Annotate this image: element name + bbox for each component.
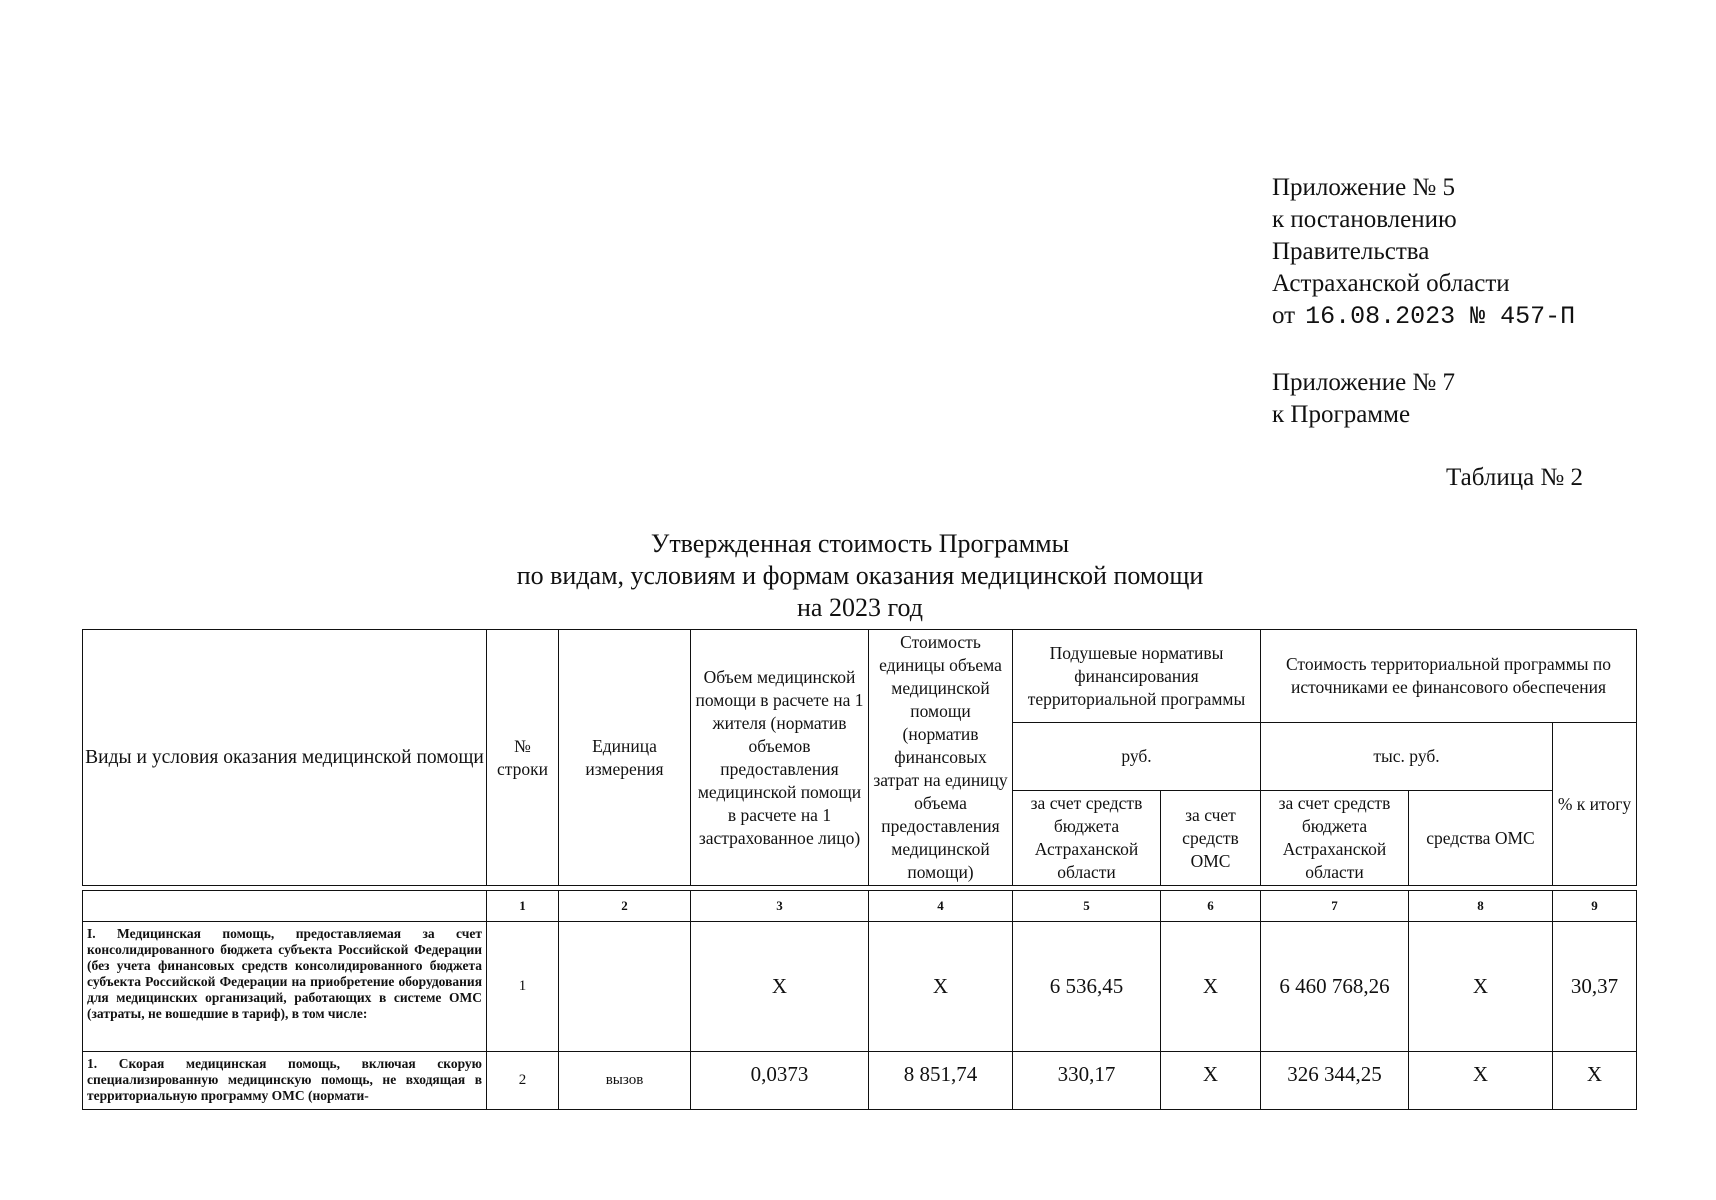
annex-block (1272, 172, 1575, 333)
annex-line-2: к постановлению (1272, 206, 1457, 233)
document-title (380, 528, 1340, 624)
row-unit: вызов (559, 1052, 691, 1110)
header-rub: руб. (1013, 723, 1261, 791)
title-line-3: на 2023 год (797, 593, 923, 622)
row-per-capita-budget: 6 536,45 (1013, 922, 1161, 1052)
header-oms-rub: за счет средств ОМС (1161, 791, 1261, 886)
row-per-capita-oms: X (1161, 1052, 1261, 1110)
col-number: 5 (1013, 891, 1161, 922)
header-oms-thous: средства ОМС (1409, 791, 1553, 886)
column-numbers-row (83, 891, 1637, 922)
row-unit-cost: X (869, 922, 1013, 1052)
row-volume: 0,0373 (691, 1052, 869, 1110)
row-name: I. Медицинская помощь, предоставляемая за счет консолидированного бюджета субъекта Российской Федерации (без учета финансовых средств консолидированного бюджета субъекта Российской Федерации на приобретение оборудования для медицинских организаций, работающих в системе ОМС (затраты, не вошедшие в тариф), в том числе: (83, 922, 487, 1052)
annex2-block (1272, 367, 1455, 431)
col-number: 9 (1553, 891, 1637, 922)
header-row-number: № строки (487, 630, 559, 886)
annex-date-line (1272, 300, 1575, 333)
col-number (83, 891, 487, 922)
header-row-1 (83, 630, 1637, 723)
row-number: 2 (487, 1052, 559, 1110)
annex-date-number: 16.08.2023 № 457-П (1305, 302, 1576, 331)
row-percent: 30,37 (1553, 922, 1637, 1052)
col-number: 8 (1409, 891, 1553, 922)
col-number: 2 (559, 891, 691, 922)
annex-date-prefix: от (1272, 302, 1296, 329)
annex-line-4: Астраханской области (1272, 270, 1510, 297)
header-volume: Объем медицинской помощи в расчете на 1 жителя (норматив объемов предоставления медицинской помощи в расчете на 1 застрахованное лицо) (691, 630, 869, 886)
table-row (83, 1052, 1637, 1110)
header-unit-cost: Стоимость единицы объема медицинской помощи (норматив финансовых затрат на единицу объема предоставления медицинской помощи) (869, 630, 1013, 886)
row-unit (559, 922, 691, 1052)
row-number: 1 (487, 922, 559, 1052)
row-program-budget: 326 344,25 (1261, 1052, 1409, 1110)
row-volume: X (691, 922, 869, 1052)
col-number: 1 (487, 891, 559, 922)
row-percent: X (1553, 1052, 1637, 1110)
col-number: 4 (869, 891, 1013, 922)
col-number: 6 (1161, 891, 1261, 922)
annex-line-1: Приложение № 5 (1272, 174, 1456, 201)
table-row (83, 922, 1637, 1052)
cost-table (82, 629, 1637, 1110)
header-unit: Единица измерения (559, 630, 691, 886)
row-per-capita-budget: 330,17 (1013, 1052, 1161, 1110)
table-number: Таблица № 2 (1446, 464, 1584, 491)
title-line-1: Утвержденная стоимость Программы (650, 529, 1070, 558)
row-program-oms: X (1409, 1052, 1553, 1110)
header-kinds: Виды и условия оказания медицинской помощи (83, 630, 487, 886)
annex-line-3: Правительства (1272, 238, 1430, 265)
header-budget-thous: за счет средств бюджета Астраханской области (1261, 791, 1409, 886)
header-program-cost: Стоимость территориальной программы по источниками ее финансового обеспечения (1261, 630, 1637, 723)
annex2-line-2: к Программе (1272, 401, 1411, 428)
header-per-capita: Подушевые нормативы финансирования территориальной программы (1013, 630, 1261, 723)
col-number: 7 (1261, 891, 1409, 922)
row-program-oms: X (1409, 922, 1553, 1052)
annex2-line-1: Приложение № 7 (1272, 369, 1456, 396)
row-program-budget: 6 460 768,26 (1261, 922, 1409, 1052)
header-thous-rub: тыс. руб. (1261, 723, 1553, 791)
header-budget-rub: за счет средств бюджета Астраханской области (1013, 791, 1161, 886)
col-number: 3 (691, 891, 869, 922)
header-percent: % к итогу (1553, 723, 1637, 886)
row-unit-cost: 8 851,74 (869, 1052, 1013, 1110)
row-per-capita-oms: X (1161, 922, 1261, 1052)
title-line-2: по видам, условиям и формам оказания медицинской помощи (516, 561, 1204, 590)
row-name: 1. Скорая медицинская помощь, включая скорую специализированную медицинскую помощь, не входящая в территориальную программу ОМС (нормати- (83, 1052, 487, 1110)
